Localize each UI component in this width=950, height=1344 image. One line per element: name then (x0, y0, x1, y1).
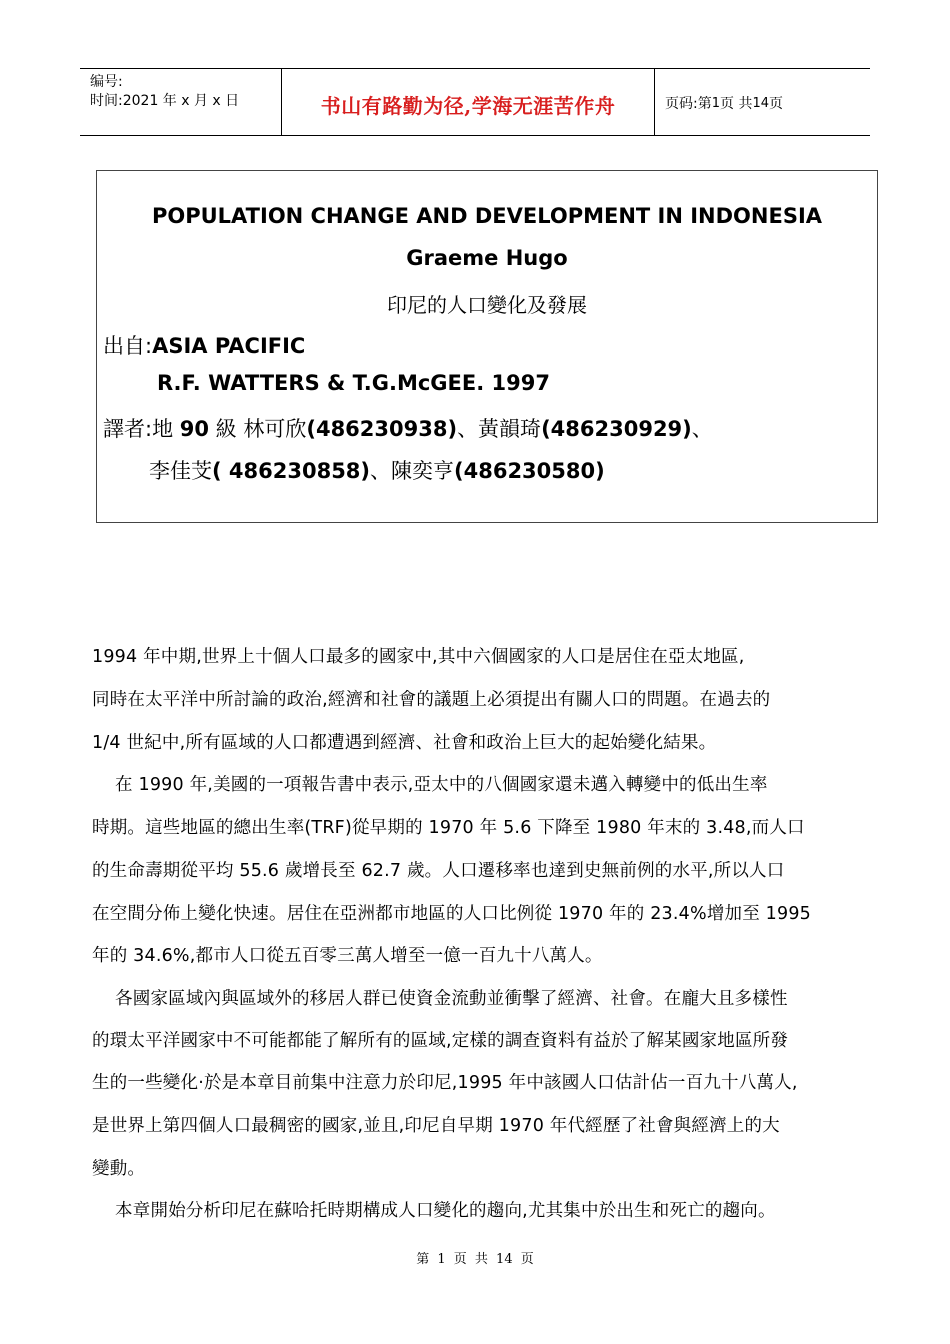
author-name: Graeme Hugo (406, 246, 568, 270)
header-motto: 书山有路勤为径,学海无涯苦作舟 (320, 93, 616, 118)
translator-name-2: 、黃韻琦 (457, 417, 542, 441)
source-line (103, 330, 305, 360)
editors-line: R.F. WATTERS & T.G.McGEE. 1997 (157, 371, 550, 395)
page-footer: 第 1 页 共 14 页 (416, 1252, 534, 1267)
body-line: 1/4 世紀中,所有區域的人口都遭遇到經濟、社會和政治上巨大的起始變化結果。 (92, 733, 717, 753)
translator-label: 譯者:地 (103, 417, 180, 441)
body-line: 在空間分佈上變化快速。居住在亞洲都市地區的人口比例從 1970 年的 23.4%增加至 1995 (92, 904, 812, 924)
translator-id-1: (486230938) (306, 417, 458, 441)
translator-grade: 90 (179, 417, 209, 441)
page-current: 1 (711, 95, 720, 111)
body-line: 年的 34.6%,都市人口從五百零三萬人增至一億一百九十八萬人。 (92, 946, 603, 966)
translator-name-1: 級 林可欣 (209, 417, 307, 441)
header-page-info (655, 69, 870, 135)
translators-line-1 (103, 413, 713, 443)
body-line: 在 1990 年,美國的一項報告書中表示,亞太中的八個國家還未邁入轉變中的低出生率 (92, 775, 768, 795)
title-box (96, 170, 878, 523)
document-date: 时间:2021 年 x 月 x 日 (90, 93, 240, 109)
page-suffix: 页 (769, 96, 783, 112)
body-line: 的環太平洋國家中不可能都能了解所有的區域,定樣的調查資料有益於了解某國家地區所發 (92, 1031, 789, 1051)
body-line: 變動。 (92, 1159, 146, 1179)
header-meta (80, 69, 282, 135)
document-number-label: 编号: (90, 74, 123, 90)
body-line: 的生命壽期從平均 55.6 歲增長至 62.7 歲。人口遷移率也達到史無前例的水平,所以人口 (92, 861, 785, 881)
translator-id-2: (486230929) (541, 417, 692, 441)
body-line: 生的一些變化·於是本章目前集中注意力於印尼,1995 年中該國人口估計佔一百九十八萬人, (92, 1073, 798, 1093)
source-label: 出自: (103, 334, 153, 358)
page-total: 14 (752, 95, 769, 111)
header-motto-cell (282, 69, 655, 135)
body-line: 是世界上第四個人口最稠密的國家,並且,印尼自早期 1970 年代經歷了社會與經濟上的大 (92, 1116, 780, 1136)
page-prefix: 页码:第 (665, 96, 712, 112)
source-value: ASIA PACIFIC (152, 334, 306, 358)
translator-separator: 、 (691, 417, 713, 441)
chinese-title: 印尼的人口變化及發展 (387, 293, 587, 317)
english-title: POPULATION CHANGE AND DEVELOPMENT IN INDONESIA (151, 204, 823, 228)
body-line: 同時在太平洋中所討論的政治,經濟和社會的議題上必須提出有關人口的問題。在過去的 (92, 690, 771, 710)
body-line: 時期。這些地區的總出生率(TRF)從早期的 1970 年 5.6 下降至 1980 年末的 3.48,而人口 (92, 818, 805, 838)
translator-id-4: (486230580) (454, 459, 605, 483)
translator-name-4: 、陳奕亨 (370, 459, 455, 483)
translator-id-3: ( 486230858) (212, 459, 371, 483)
body-line: 本章開始分析印尼在蘇哈托時期構成人口變化的趨向,尤其集中於出生和死亡的趨向。 (92, 1201, 776, 1221)
translator-name-3: 李佳芠 (149, 459, 212, 483)
page-header (80, 68, 870, 136)
translators-line-2 (149, 455, 605, 485)
page-middle: 页 共 (720, 96, 753, 112)
body-line: 各國家區域內與區域外的移居人群已使資金流動並衝擊了經濟、社會。在龐大且多樣性 (92, 989, 788, 1009)
body-line: 1994 年中期,世界上十個人口最多的國家中,其中六個國家的人口是居住在亞太地區, (92, 647, 745, 667)
